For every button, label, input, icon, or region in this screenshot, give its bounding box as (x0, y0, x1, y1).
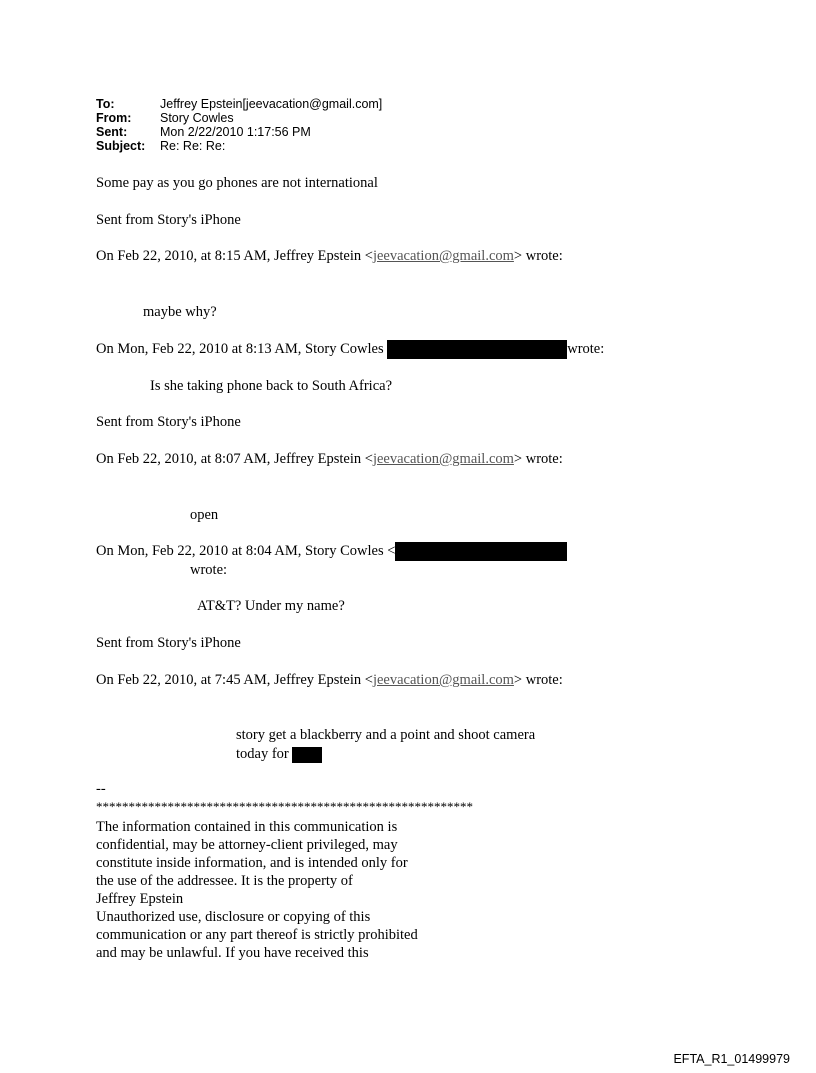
quote-5-suffix: > wrote: (513, 672, 563, 688)
document-id: EFTA_R1_01499979 (673, 1052, 790, 1066)
sent-value: Mon 2/22/2010 1:17:56 PM (160, 125, 311, 139)
separator-stars: ********************************************************** (96, 799, 473, 814)
disclaimer-line: and may be unlawful. If you have received this (96, 945, 369, 961)
redaction-block (387, 340, 567, 359)
message-text-3: Is she taking phone back to South Africa? (150, 378, 393, 394)
quote-2-prefix: On Mon, Feb 22, 2010 at 8:13 AM, Story Cowles (96, 341, 384, 357)
disclaimer-line: communication or any part thereof is strictly prohibited (96, 927, 418, 943)
disclaimer-line: The information contained in this communication is (96, 819, 398, 835)
quote-3-suffix: > wrote: (513, 451, 563, 467)
signature-separator: -- (96, 781, 106, 797)
message-text-5: AT&T? Under my name? (197, 598, 345, 614)
subject-label: Subject: (96, 139, 146, 153)
quote-4-prefix: On Mon, Feb 22, 2010 at 8:04 AM, Story Cowles < (96, 543, 396, 559)
message-text-1: Some pay as you go phones are not international (96, 175, 378, 191)
message-text-6-line-1: story get a blackberry and a point and shoot camera (236, 727, 536, 743)
from-label: From: (96, 111, 132, 125)
signature-1: Sent from Story's iPhone (96, 212, 241, 228)
header-sent-row (96, 125, 382, 139)
quote-header-1 (96, 247, 563, 265)
disclaimer-line: constitute inside information, and is intended only for (96, 855, 408, 871)
signature-2: Sent from Story's iPhone (96, 414, 241, 430)
signature-3: Sent from Story's iPhone (96, 635, 241, 651)
quote-5-email-link[interactable]: jeevacation@gmail.com (372, 672, 514, 688)
header-to-row (96, 97, 382, 111)
disclaimer (96, 818, 418, 962)
quote-1-prefix: On Feb 22, 2010, at 8:15 AM, Jeffrey Epstein < (96, 248, 373, 264)
quote-3-prefix: On Feb 22, 2010, at 8:07 AM, Jeffrey Epstein < (96, 451, 373, 467)
quote-header-5 (96, 671, 563, 689)
disclaimer-line: Unauthorized use, disclosure or copying of this (96, 909, 371, 925)
quote-5-prefix: On Feb 22, 2010, at 7:45 AM, Jeffrey Epstein < (96, 672, 373, 688)
quote-header-2 (96, 340, 604, 359)
sent-label: Sent: (96, 125, 128, 139)
quote-1-email-link[interactable]: jeevacation@gmail.com (372, 248, 514, 264)
quote-3-email-link[interactable]: jeevacation@gmail.com (372, 451, 514, 467)
quote-header-3 (96, 450, 563, 468)
header-subject-row (96, 139, 382, 153)
from-value: Story Cowles (160, 111, 234, 125)
subject-value: Re: Re: Re: (160, 139, 226, 153)
message-text-2: maybe why? (143, 304, 217, 320)
to-label: To: (96, 97, 115, 111)
message-text-4: open (190, 507, 219, 523)
to-value: Jeffrey Epstein[jeevacation@gmail.com] (160, 97, 383, 111)
header-from-row (96, 111, 382, 125)
quote-2-suffix: wrote: (567, 341, 605, 357)
quote-4-suffix: wrote: (190, 562, 228, 578)
redaction-block (395, 542, 567, 561)
disclaimer-line: Jeffrey Epstein (96, 891, 184, 907)
email-header (96, 97, 382, 153)
redaction-block (292, 747, 322, 763)
quote-header-4 (96, 542, 567, 561)
message-text-6-line-2 (236, 745, 322, 763)
message-text-6-line-2-text: today for (236, 746, 289, 762)
disclaimer-line: the use of the addressee. It is the property of (96, 873, 353, 889)
quote-1-suffix: > wrote: (513, 248, 563, 264)
disclaimer-line: confidential, may be attorney-client privileged, may (96, 837, 398, 853)
